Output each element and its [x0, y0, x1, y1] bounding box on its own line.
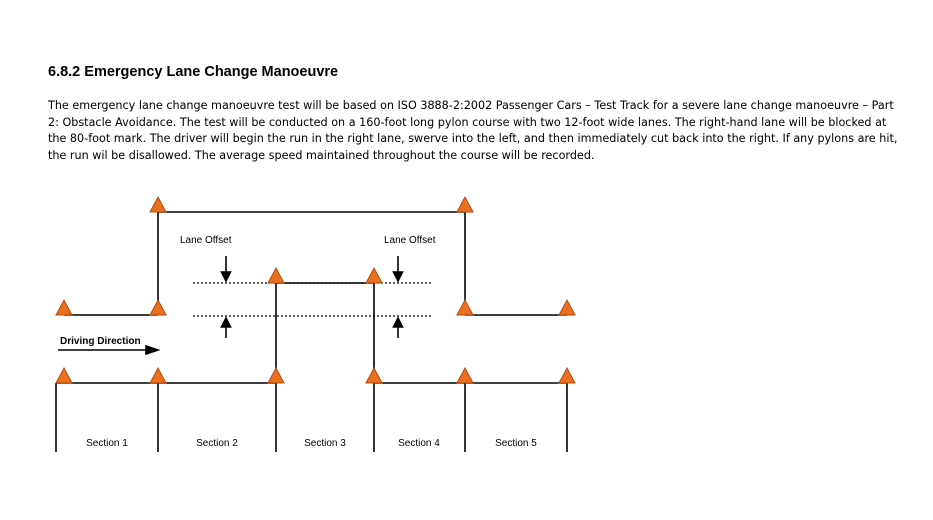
pylons: [56, 197, 575, 383]
arrow-up-right-head: [394, 318, 403, 327]
pylon-icon: [150, 300, 166, 315]
section-label: Section 1: [86, 438, 128, 449]
section-body-text: The emergency lane change manoeuvre test will be based on ISO 3888-2:2002 Passenger Cars – Test Track for a severe lane change manoeuvre – Part 2: Obstacle Avoidance. The test will be conducted on a 160-foot long pylon course with two 12-foot wide lanes. The right-hand lane will be blocked at the 80-foot mark. The driver will begin the run in the right lane, swerve into the left, and then immediately cut back into the right. If any pylons are hit, the run wil be disallowed. The average speed maintained throughout the course will be recorded.: [48, 99, 898, 163]
pylon-icon: [268, 368, 284, 383]
offset-guides: [193, 283, 432, 316]
section-label: Section 3: [304, 438, 346, 449]
pylon-icon: [559, 300, 575, 315]
section-label: Section 4: [398, 438, 440, 449]
arrow-up-left-head: [222, 318, 231, 327]
lane-offset-label-left: Lane Offset: [180, 235, 232, 246]
course-lines: [56, 212, 567, 452]
pylon-icon: [268, 268, 284, 283]
pylon-icon: [150, 368, 166, 383]
pylon-icon: [457, 368, 473, 383]
lane-offset-label-right: Lane Offset: [384, 235, 436, 246]
arrow-down-right-head: [394, 272, 403, 281]
pylon-icon: [457, 197, 473, 212]
section-label: Section 2: [196, 438, 238, 449]
pylon-icon: [366, 368, 382, 383]
driving-direction-label: Driving Direction: [60, 336, 141, 347]
section-heading: 6.8.2 Emergency Lane Change Manoeuvre: [48, 64, 339, 80]
arrow-down-left-head: [222, 272, 231, 281]
pylon-icon: [56, 300, 72, 315]
section-label: Section 5: [495, 438, 537, 449]
pylon-icon: [366, 268, 382, 283]
pylon-icon: [559, 368, 575, 383]
pylon-icon: [56, 368, 72, 383]
pylon-icon: [457, 300, 473, 315]
driving-direction-arrow-head: [146, 346, 158, 354]
pylon-icon: [150, 197, 166, 212]
